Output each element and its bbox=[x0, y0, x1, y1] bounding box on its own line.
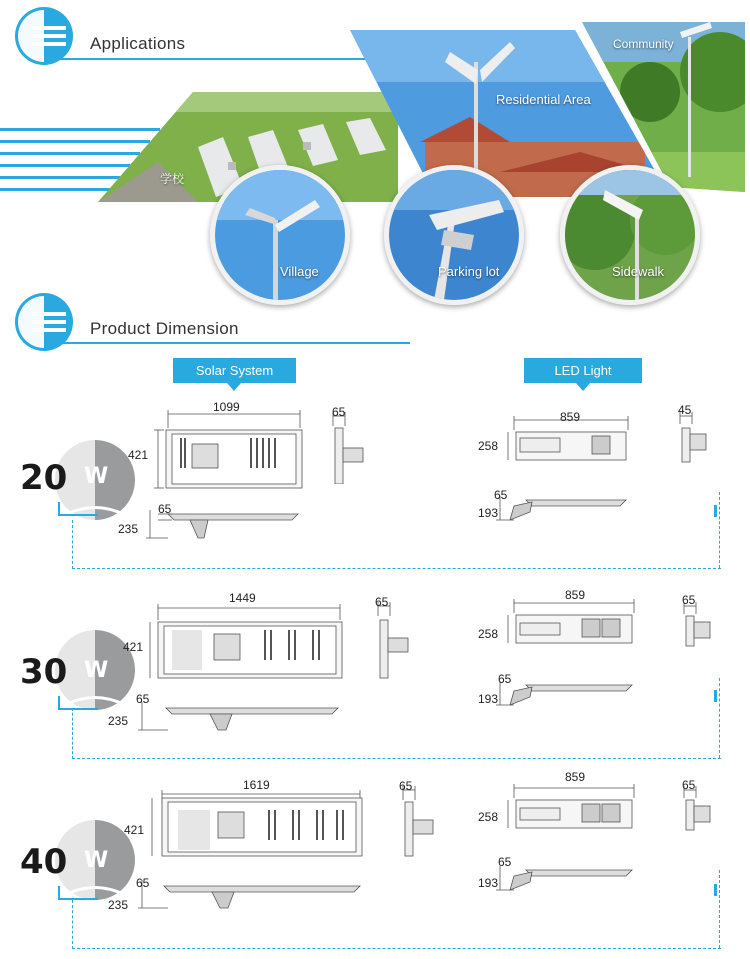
community-label: Community bbox=[613, 37, 674, 51]
wattage-unit: W bbox=[84, 848, 109, 873]
wattage-number: 40 bbox=[20, 842, 68, 882]
product-dimension-underline bbox=[60, 342, 410, 344]
solar-bottom-height-40w: 235 bbox=[108, 898, 129, 912]
led-bottom-thick-20w: 65 bbox=[494, 488, 508, 502]
solar-length-40w: 1619 bbox=[243, 778, 270, 792]
solar-bottom-thick-20w: 65 bbox=[158, 502, 172, 516]
tab-led-light: LED Light bbox=[524, 358, 642, 383]
row-frame-right-20w bbox=[719, 492, 720, 568]
row-marker-20w bbox=[714, 505, 717, 517]
wattage-unit: W bbox=[84, 658, 109, 683]
led-height-40w: 258 bbox=[478, 810, 499, 824]
solar-height-30w: 421 bbox=[123, 640, 144, 654]
led-height-20w: 258 bbox=[478, 439, 499, 453]
sidewalk-label: Sidewalk bbox=[612, 264, 665, 279]
tab-solar-system: Solar System bbox=[173, 358, 296, 383]
parking-photo bbox=[384, 165, 524, 305]
residential-photo bbox=[350, 22, 745, 197]
wattage-number: 20 bbox=[20, 458, 68, 498]
led-height-30w: 258 bbox=[478, 627, 499, 641]
row-frame-20w bbox=[72, 520, 721, 569]
row-frame-30w bbox=[72, 708, 721, 759]
solar-side-20w: 65 bbox=[332, 405, 346, 419]
led-length-20w: 859 bbox=[560, 410, 581, 424]
led-length-30w: 859 bbox=[565, 588, 586, 602]
solar-bottom-height-20w: 235 bbox=[118, 522, 139, 536]
led-tab-arrow-icon bbox=[576, 383, 590, 391]
row-frame-40w bbox=[72, 900, 721, 949]
applications-underline bbox=[60, 58, 370, 60]
village-photo bbox=[210, 165, 350, 305]
solar-bottom-height-30w: 235 bbox=[108, 714, 129, 728]
led-bottom-height-20w: 193 bbox=[478, 506, 499, 520]
solar-height-40w: 421 bbox=[124, 823, 145, 837]
solar-height-20w: 421 bbox=[128, 448, 149, 462]
parking-label: Parking lot bbox=[438, 264, 500, 279]
led-bottom-thick-30w: 65 bbox=[498, 672, 512, 686]
solar-length-20w: 1099 bbox=[213, 400, 240, 414]
school-label: 学校 bbox=[160, 172, 185, 186]
solar-side-40w: 65 bbox=[399, 779, 413, 793]
village-label: Village bbox=[280, 264, 319, 279]
row-frame-right-30w bbox=[719, 678, 720, 758]
led-bottom-thick-40w: 65 bbox=[498, 855, 512, 869]
solar-tab-arrow-icon bbox=[227, 383, 241, 391]
row-marker-30w bbox=[714, 690, 717, 702]
solar-bottom-thick-30w: 65 bbox=[136, 692, 150, 706]
brand-logo-icon bbox=[14, 6, 74, 66]
wattage-unit: W bbox=[84, 464, 109, 489]
led-bottom-height-40w: 193 bbox=[478, 876, 499, 890]
solar-side-30w: 65 bbox=[375, 595, 389, 609]
led-side-30w: 65 bbox=[682, 593, 696, 607]
led-side-40w: 65 bbox=[682, 778, 696, 792]
product-dimension-title: Product Dimension bbox=[90, 319, 239, 338]
applications-title: Applications bbox=[90, 34, 186, 53]
wattage-number: 30 bbox=[20, 652, 68, 692]
row-marker-40w bbox=[714, 884, 717, 896]
residential-label: Residential Area bbox=[496, 92, 591, 107]
led-side-20w: 45 bbox=[678, 403, 692, 417]
accent-bracket-base bbox=[58, 514, 98, 516]
led-length-40w: 859 bbox=[565, 770, 586, 784]
sidewalk-photo bbox=[560, 165, 700, 305]
row-frame-right-40w bbox=[719, 870, 720, 948]
solar-length-30w: 1449 bbox=[229, 591, 256, 605]
led-bottom-height-30w: 193 bbox=[478, 692, 499, 706]
solar-bottom-thick-40w: 65 bbox=[136, 876, 150, 890]
